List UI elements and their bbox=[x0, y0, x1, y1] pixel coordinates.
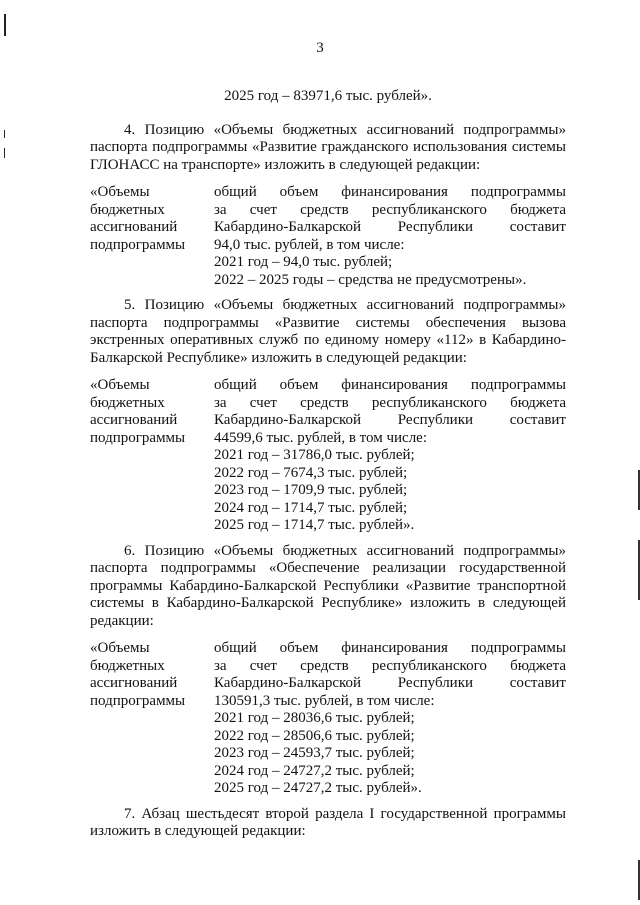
section-paragraph: 4. Позицию «Объемы бюджетных ассигнований подпрограммы» паспорта подпрограммы «Развитие гражданского использования системы ГЛОНАСС на транспорте» изложить в следующей редакции: bbox=[90, 121, 566, 173]
value-line: 2025 год – 24727,2 тыс. рублей». bbox=[214, 780, 422, 796]
value-line: за счет средств республиканского бюджета bbox=[214, 657, 566, 674]
position-label bbox=[90, 184, 214, 289]
value-line: 2021 год – 28036,6 тыс. рублей; bbox=[214, 710, 415, 726]
value-line: 2025 год – 1714,7 тыс. рублей». bbox=[214, 517, 415, 533]
final-paragraph: 7. Абзац шестьдесят второй раздела I государственной программы изложить в следующей редакции: bbox=[90, 805, 566, 839]
value-line: Кабардино-Балкарской Республики составит bbox=[214, 675, 566, 691]
value-line: Кабардино-Балкарской Республики составит bbox=[214, 412, 566, 428]
scan-edge-mark bbox=[4, 14, 6, 36]
value-line: общий объем финансирования подпрограммы bbox=[214, 640, 566, 656]
label-line: подпрограммы bbox=[90, 692, 186, 709]
page-number: 3 bbox=[316, 40, 324, 56]
document-body bbox=[90, 88, 566, 841]
value-line: общий объем финансирования подпрограммы bbox=[214, 184, 566, 200]
label-line: ассигнований bbox=[90, 219, 178, 235]
label-line: «Объемы bbox=[90, 377, 150, 393]
position-label bbox=[90, 640, 214, 798]
label-line: «Объемы bbox=[90, 640, 150, 656]
value-line: 2023 год – 24593,7 тыс. рублей; bbox=[214, 745, 415, 761]
position-value bbox=[214, 184, 566, 289]
label-line: бюджетных bbox=[90, 657, 165, 674]
value-line: 130591,3 тыс. рублей, в том числе: bbox=[214, 692, 435, 709]
position-label bbox=[90, 377, 214, 535]
label-line: «Объемы bbox=[90, 184, 150, 200]
value-line: 2024 год – 1714,7 тыс. рублей; bbox=[214, 499, 408, 516]
top-line: 2025 год – 83971,6 тыс. рублей». bbox=[224, 88, 432, 104]
value-line: 2022 год – 7674,3 тыс. рублей; bbox=[214, 464, 408, 481]
label-line: ассигнований bbox=[90, 675, 178, 691]
label-line: подпрограммы bbox=[90, 236, 186, 253]
value-line: общий объем финансирования подпрограммы bbox=[214, 377, 566, 393]
section-paragraph: 6. Позицию «Объемы бюджетных ассигнований подпрограммы» паспорта подпрограммы «Обеспечение реализации государственной программы Кабардино-Балкарской Республики «Развитие транспортной системы в Кабардино-Балкарской Республике» изложить в следующей редакции: bbox=[90, 542, 566, 629]
value-line: 94,0 тыс. рублей, в том числе: bbox=[214, 236, 405, 253]
value-line: 2023 год – 1709,9 тыс. рублей; bbox=[214, 482, 408, 498]
label-line: бюджетных bbox=[90, 394, 165, 411]
label-line: бюджетных bbox=[90, 201, 165, 218]
value-line: 2022 – 2025 годы – средства не предусмотрены». bbox=[214, 271, 527, 288]
position-value bbox=[214, 377, 566, 535]
value-line: 2024 год – 24727,2 тыс. рублей; bbox=[214, 762, 415, 779]
section-paragraph: 5. Позицию «Объемы бюджетных ассигнований подпрограммы» паспорта подпрограммы «Развитие системы обеспечения вызова экстренных оперативных служб по единому номеру «112» в Кабардино-Балкарской Республике» изложить в следующей редакции: bbox=[90, 297, 566, 366]
position-value bbox=[214, 640, 566, 798]
scan-edge-mark bbox=[4, 148, 5, 158]
value-line: Кабардино-Балкарской Республики составит bbox=[214, 219, 566, 235]
value-line: 2021 год – 31786,0 тыс. рублей; bbox=[214, 447, 415, 463]
value-line: 2021 год – 94,0 тыс. рублей; bbox=[214, 254, 393, 270]
allocation-table bbox=[90, 377, 566, 535]
scan-edge-mark bbox=[4, 130, 5, 138]
value-line: 2022 год – 28506,6 тыс. рублей; bbox=[214, 727, 415, 744]
allocation-table bbox=[90, 640, 566, 798]
label-line: подпрограммы bbox=[90, 429, 186, 446]
value-line: 44599,6 тыс. рублей, в том числе: bbox=[214, 429, 428, 446]
value-line: за счет средств республиканского бюджета bbox=[214, 394, 566, 411]
allocation-table bbox=[90, 184, 566, 289]
value-line: за счет средств республиканского бюджета bbox=[214, 201, 566, 218]
label-line: ассигнований bbox=[90, 412, 178, 428]
